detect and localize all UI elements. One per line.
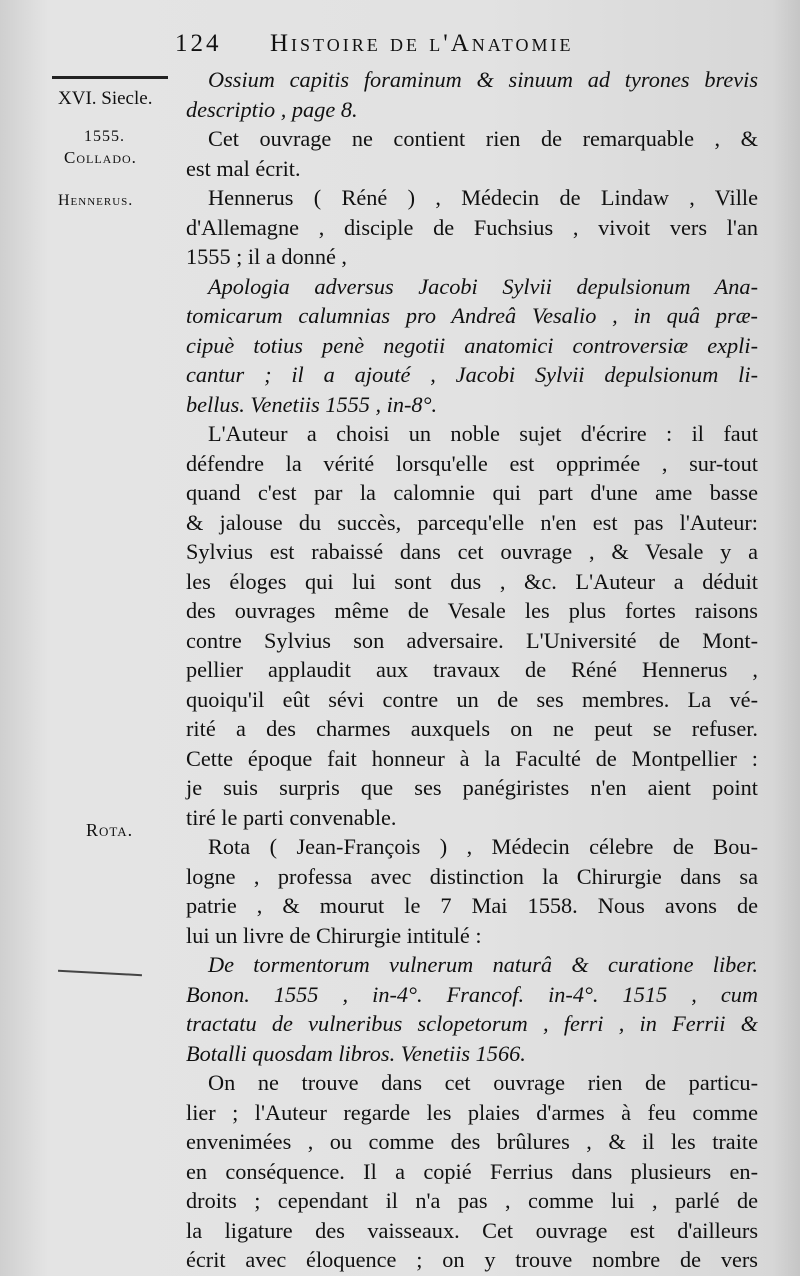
text-line: d'Allemagne , disciple de Fuchsius , vivoit vers l'an bbox=[186, 214, 758, 240]
text-line: descriptio , page 8. bbox=[186, 96, 358, 122]
text-line: les éloges qui lui sont dus , &c. L'Auteur a déduit bbox=[186, 568, 758, 594]
body-text bbox=[186, 65, 758, 1275]
text-line: lui un livre de Chirurgie intitulé : bbox=[186, 922, 482, 948]
text-line: Cet ouvrage ne contient rien de remarquable , & bbox=[208, 126, 758, 151]
text-line: Cette époque fait honneur à la Faculté de Montpellier : bbox=[186, 745, 758, 771]
text-line: Ossium capitis foraminum & sinuum ad tyrones brevis bbox=[208, 67, 758, 92]
margin-rule-top bbox=[52, 76, 168, 79]
text-line: défendre la vérité lorsqu'elle est opprimée , sur-tout bbox=[186, 450, 758, 476]
margin-note-year: 1555. bbox=[84, 128, 125, 145]
text-line: 1555 ; il a donné , bbox=[186, 244, 348, 269]
running-title: Histoire de l'Anatomie bbox=[270, 30, 574, 57]
text-line: Hennerus ( Réné ) , Médecin de Lindaw , Ville bbox=[208, 185, 758, 210]
text-line: logne , professa avec distinction la Chirurgie dans sa bbox=[186, 863, 758, 889]
text-line: contre Sylvius son adversaire. L'Université de Mont- bbox=[186, 627, 758, 653]
page-number: 124 bbox=[175, 30, 222, 57]
text-line: je suis surpris que ses panégiristes n'en aient point bbox=[186, 775, 758, 800]
running-header bbox=[175, 30, 775, 66]
text-line: Bonon. 1555 , in-4°. Francof. in-4°. 1515 , cum bbox=[186, 981, 758, 1007]
text-line: On ne trouve dans cet ouvrage rien de particu- bbox=[208, 1070, 758, 1095]
text-line: des ouvrages même de Vesale les plus fortes raisons bbox=[186, 598, 758, 623]
text-line: écrit avec éloquence ; on y trouve nombre de vers bbox=[186, 1247, 758, 1272]
text-line: tiré le parti convenable. bbox=[186, 804, 397, 830]
text-line: pellier applaudit aux travaux de Réné Hennerus , bbox=[186, 657, 758, 682]
margin-note-siecle: XVI. Siecle. bbox=[58, 88, 153, 109]
text-line: L'Auteur a choisi un noble sujet d'écrire : il faut bbox=[208, 421, 758, 446]
text-line: quoiqu'il eût sévi contre un de ses membres. La vé- bbox=[186, 686, 758, 712]
text-line: Sylvius est rabaissé dans cet ouvrage , & Vesale y a bbox=[186, 539, 758, 564]
text-line: envenimées , ou comme des brûlures , & il les traite bbox=[186, 1129, 758, 1154]
margin-note-rota: Rota. bbox=[86, 820, 134, 840]
text-line: tractatu de vulneribus sclopetorum , ferri , in Ferrii & bbox=[186, 1011, 758, 1036]
text-line: en conséquence. Il a copié Ferrius dans plusieurs en- bbox=[186, 1158, 758, 1184]
text-line: droits ; cependant il n'a pas , comme lui , parlé de bbox=[186, 1188, 758, 1213]
text-line: patrie , & mourut le 7 Mai 1558. Nous avons de bbox=[186, 893, 758, 918]
text-line: De tormentorum vulnerum naturâ & curatione liber. bbox=[208, 952, 758, 977]
text-line: la ligature des vaisseaux. Cet ouvrage est d'ailleurs bbox=[186, 1217, 758, 1243]
text-line: cipuè totius penè negotii anatomici controversiæ expli- bbox=[186, 332, 758, 358]
margin-note-hennerus: Hennerus. bbox=[58, 192, 134, 209]
text-line: Apologia adversus Jacobi Sylvii depulsionum Ana- bbox=[208, 273, 758, 299]
text-line: cantur ; il a ajouté , Jacobi Sylvii depulsionum li- bbox=[186, 362, 758, 387]
text-line: quand c'est par la calomnie qui part d'une ame basse bbox=[186, 480, 758, 505]
text-line: & jalouse du succès, parcequ'elle n'en est pas l'Auteur: bbox=[186, 509, 758, 535]
text-line: rité a des charmes auxquels on ne peut se refuser. bbox=[186, 716, 758, 741]
page-edge-shadow bbox=[772, 0, 800, 1276]
text-line: Rota ( Jean-François ) , Médecin célebre de Bou- bbox=[208, 834, 758, 859]
text-line: lier ; l'Auteur regarde les plaies d'armes à feu comme bbox=[186, 1099, 758, 1125]
text-line: Botalli quosdam libros. Venetiis 1566. bbox=[186, 1040, 526, 1066]
text-line: bellus. Venetiis 1555 , in-8°. bbox=[186, 391, 438, 417]
margin-rule-middle bbox=[58, 970, 142, 976]
text-line: est mal écrit. bbox=[186, 155, 301, 181]
text-line: tomicarum calumnias pro Andreâ Vesalio , in quâ præ- bbox=[186, 303, 758, 328]
margin-note-collado: Collado. bbox=[64, 148, 137, 167]
